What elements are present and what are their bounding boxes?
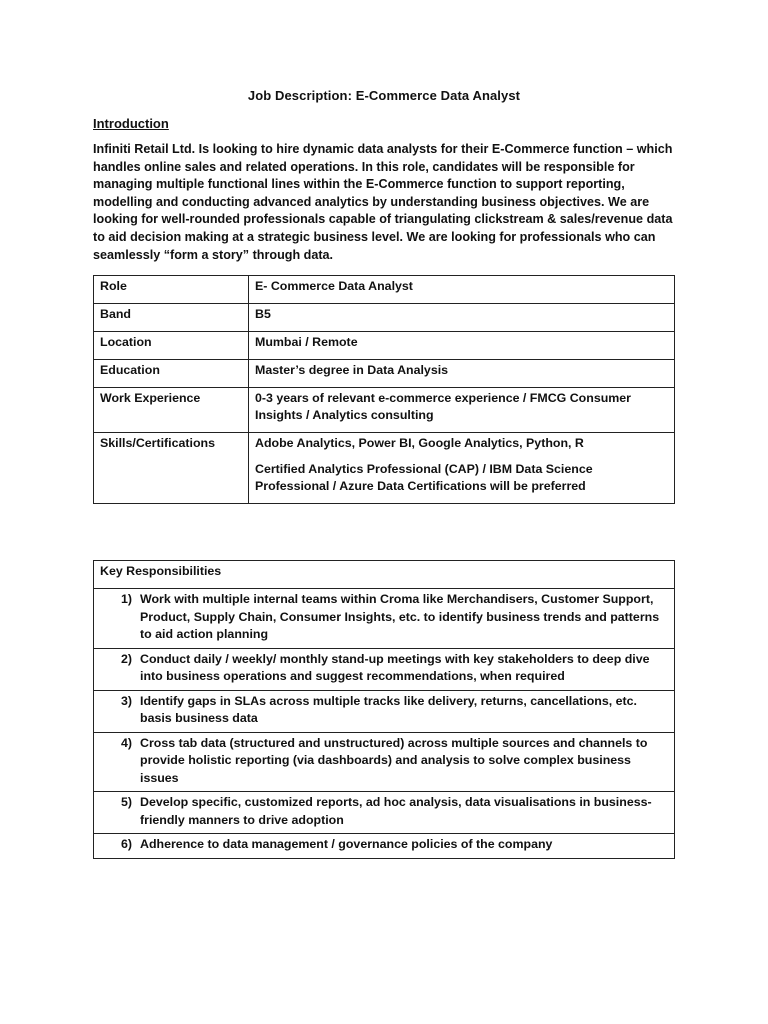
- certifications-value: Certified Analytics Professional (CAP) / IBM Data Science Professional / Azure Data Certifications will be preferred: [255, 462, 593, 493]
- location-value: Mumbai / Remote: [249, 332, 675, 360]
- table-row: [94, 360, 675, 388]
- responsibility-item: [94, 690, 675, 732]
- table-row: [94, 690, 675, 732]
- role-label: Role: [94, 276, 249, 304]
- item-text: Develop specific, customized reports, ad hoc analysis, data visualisations in business-friendly manners to drive adoption: [140, 795, 652, 827]
- responsibility-item: [94, 648, 675, 690]
- responsibility-item: [94, 589, 675, 649]
- responsibility-item: [94, 834, 675, 859]
- introduction-paragraph: Infiniti Retail Ltd. Is looking to hire dynamic data analysts for their E-Commerce function – which handles online sales and related operations. In this role, candidates will be responsible for managing multiple functional lines within the E-Commerce function to support reporting, modelling and conducting advanced analytics by understanding business objectives. We are looking for well-rounded professionals capable of triangulating clickstream & sales/revenue data to aid decision making at a strategic business level. We are looking for professionals who can seamlessly “form a story” through data.: [93, 142, 673, 262]
- responsibility-item: [94, 732, 675, 792]
- band-label: Band: [94, 304, 249, 332]
- table-row: [94, 834, 675, 859]
- item-number: 5): [120, 795, 132, 809]
- table-row: [94, 648, 675, 690]
- responsibility-item: [94, 792, 675, 834]
- item-text: Conduct daily / weekly/ monthly stand-up meetings with key stakeholders to deep dive into business operations and suggest recommendations, when required: [140, 651, 650, 683]
- key-responsibilities-table: [93, 560, 675, 859]
- table-row: [94, 388, 675, 433]
- item-text: Adherence to data management / governance policies of the company: [140, 837, 553, 851]
- table-row: [94, 589, 675, 649]
- item-text: Work with multiple internal teams within Croma like Merchandisers, Customer Support, Product, Supply Chain, Consumer Insights, etc. to identify business trends and patterns to aid action planning: [140, 592, 660, 641]
- item-number: 6): [120, 837, 132, 851]
- table-row: [94, 332, 675, 360]
- skills-label: Skills/Certifications: [94, 433, 249, 504]
- item-text: Identify gaps in SLAs across multiple tracks like delivery, returns, cancellations, etc. basis business data: [140, 693, 637, 725]
- job-details-table: [93, 275, 675, 504]
- work-experience-value: 0-3 years of relevant e-commerce experience / FMCG Consumer Insights / Analytics consulting: [249, 388, 675, 433]
- table-row: [94, 732, 675, 792]
- item-text: Cross tab data (structured and unstructured) across multiple sources and channels to provide holistic reporting (via dashboards) and analysis to solve complex business issues: [140, 735, 648, 785]
- introduction-heading: Introduction: [93, 116, 169, 131]
- table-row: [94, 433, 675, 504]
- band-value: B5: [249, 304, 675, 332]
- table-row: [94, 276, 675, 304]
- work-experience-label: Work Experience: [94, 388, 249, 433]
- role-value: E- Commerce Data Analyst: [249, 276, 675, 304]
- skills-value: Adobe Analytics, Power BI, Google Analytics, Python, R: [255, 436, 584, 450]
- item-number: 1): [120, 592, 132, 606]
- table-row: [94, 561, 675, 589]
- table-row: [94, 792, 675, 834]
- education-label: Education: [94, 360, 249, 388]
- item-number: 4): [120, 735, 132, 750]
- table-row: [94, 304, 675, 332]
- location-label: Location: [94, 332, 249, 360]
- document-title: Job Description: E-Commerce Data Analyst: [247, 88, 521, 103]
- item-number: 2): [120, 651, 132, 666]
- item-number: 3): [120, 693, 132, 708]
- education-value: Master’s degree in Data Analysis: [249, 360, 675, 388]
- skills-cell: [249, 433, 675, 504]
- responsibilities-header: Key Responsibilities: [94, 561, 675, 589]
